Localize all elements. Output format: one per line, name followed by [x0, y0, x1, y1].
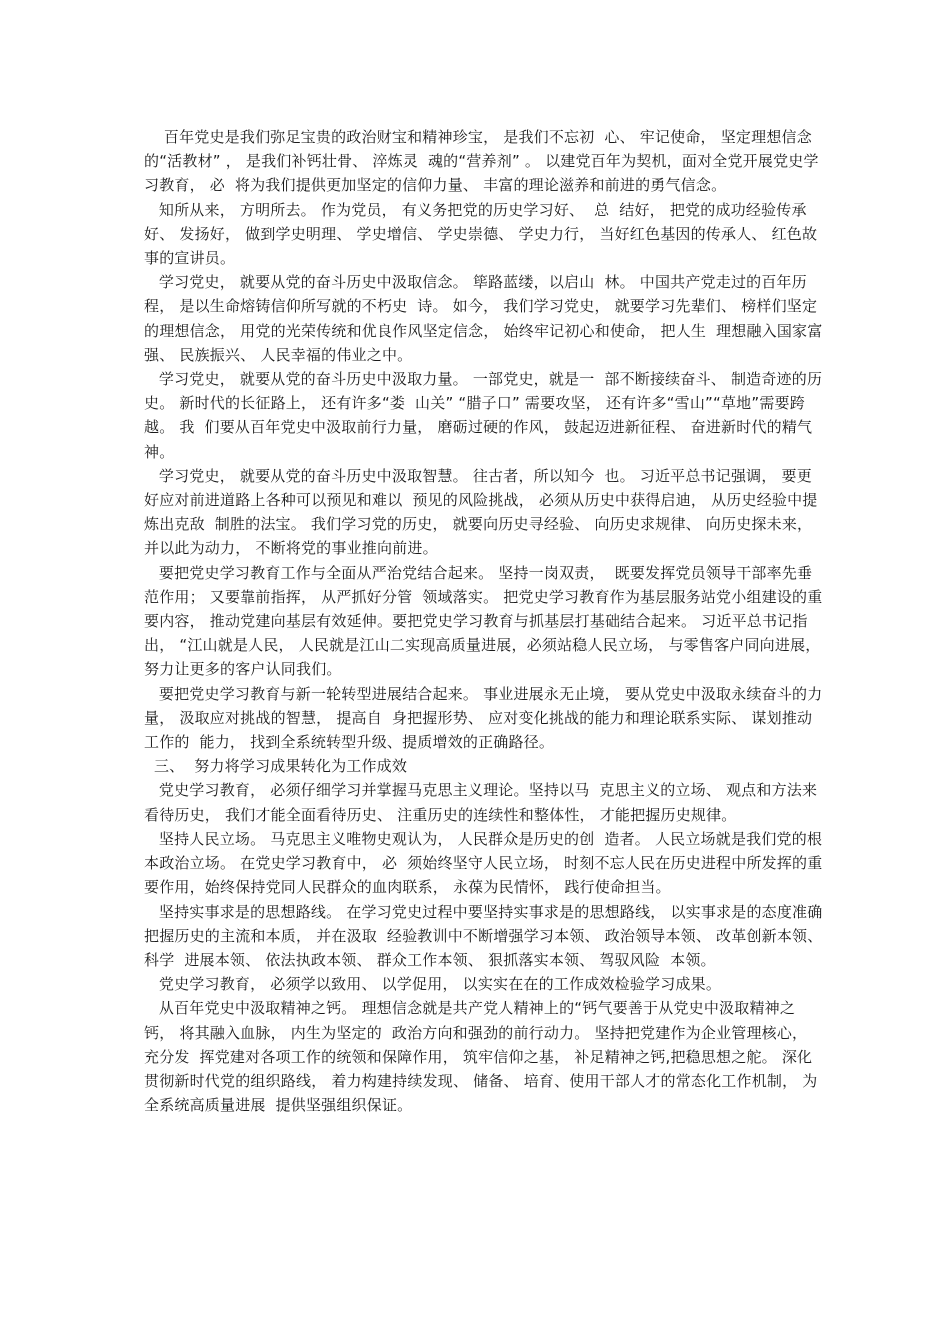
section-heading-three: 三、 努力将学习成果转化为工作成效	[144, 757, 408, 776]
paragraph-people-stance: 坚持人民立场。 马克思主义唯物史观认为， 人民群众是历史的创 造者。 人民立场就是我们党的根本政治立场。 在党史学习教育中， 必 须始终坚守人民立场， 时刻不忘人民在历史进程中所发挥的重要作用，始终保持党同人民群众的血肉联系， 永葆为民情怀， 践行使命担当。	[144, 829, 823, 897]
document-body	[144, 125, 828, 1117]
paragraph-spiritual-calcium: 从百年党史中汲取精神之钙。 理想信念就是共产党人精神上的“钙气要善于从党史中汲取精神之钙， 将其融入血脉， 内生为坚定的 政治方向和强劲的前行动力。 坚持把党建作为企业管理核心， 充分发 挥党建对各项工作的统领和保障作用， 筑牢信仰之基， 补足精神之钙,把稳思想之舵。 深化贯彻新时代党的组织路线， 着力构建持续发现、 储备、 培育、使用干部人才的常态化工作机制， 为全系统高质量进展 提供坚强组织保证。	[144, 999, 818, 1115]
paragraph-transformation: 要把党史学习教育与新一轮转型进展结合起来。 事业进展永无止境， 要从党史中汲取永续奋斗的力量， 汲取应对挑战的智慧， 提高自 身把握形势、 应对变化挑战的能力和理论联系实际、 谋划推动工作的 能力， 找到全系统转型升级、提质增效的正确路径。	[144, 684, 823, 752]
paragraph-faith: 学习党史， 就要从党的奋斗历史中汲取信念。 筚路蓝缕，以启山 林。 中国共产党走过的百年历程， 是以生命熔铸信仰所写就的不朽史 诗。 如今， 我们学习党史， 就要学习先辈们、 榜样们坚定的理想信念， 用党的光荣传统和优良作风坚定信念， 始终牢记初心和使命， 把人生 理想融入国家富强、 民族振兴、 人民幸福的伟业之中。	[144, 273, 823, 364]
paragraph-strict-governance: 要把党史学习教育工作与全面从严治党结合起来。 坚持一岗双责， 既要发挥党员领导干部率先垂范作用； 又要靠前指挥， 从严抓好分管 领域落实。 把党史学习教育作为基层服务站党小组建设的重要内容， 推动党建向基层有效延伸。要把党史学习教育与抓基层打基础结合起来。 习近平总书记指出， “江山就是人民， 人民就是江山二实现高质量进展，必须站稳人民立场， 与零售客户同向进展， 努力让更多的客户认同我们。	[144, 563, 826, 679]
paragraph-know-origins: 知所从来， 方明所去。 作为党员， 有义务把党的历史学习好、 总 结好， 把党的成功经验传承好、 发扬好， 做到学史明理、 学史增信、 学史崇德、 学史力行， 当好红色基因的传承人、 红色故事的宣讲员。	[144, 200, 818, 268]
paragraph-marxist-theory: 党史学习教育， 必须仔细学习并掌握马克思主义理论。坚持以马 克思主义的立场、 观点和方法来看待历史， 我们才能全面看待历史、 注重历史的连续性和整体性， 才能把握历史规律。	[144, 781, 818, 824]
paragraph-wisdom: 学习党史， 就要从党的奋斗历史中汲取智慧。 往古者，所以知今 也。 习近平总书记强调， 要更好应对前进道路上各种可以预见和难以 预见的风险挑战， 必须从历史中获得启迪， 从历史经验中提炼出克敌 制胜的法宝。 我们学习党的历史， 就要向历史寻经验、 向历史求规律、 向历史探未来， 并以此为动力， 不断将党的事业推向前进。	[144, 466, 818, 558]
paragraph-apply-learning: 党史学习教育， 必须学以致用、 以学促用， 以实实在在的工作成效检验学习成果。	[144, 975, 722, 994]
paragraph-seek-truth: 坚持实事求是的思想路线。 在学习党史过程中要坚持实事求是的思想路线， 以实事求是的态度准确把握历史的主流和本质， 并在汲取 经验教训中不断增强学习本领、 政治领导本领、 改革创新本领、 科学 进展本领、 依法执政本领、 群众工作本领、 狠抓落实本领、 驾驭风险 本领。	[144, 902, 828, 969]
paragraph-heritage: 百年党史是我们弥足宝贵的政治财宝和精神珍宝， 是我们不忘初 心、 牢记使命， 坚定理想信念的“活教材” ， 是我们补钙壮骨、 淬炼灵 魂的“营养剂” 。 以建党百年为契机，面对全党开展党史学习教育， 必 将为我们提供更加坚定的信仰力量、 丰富的理论滋养和前进的勇气信念。	[144, 128, 819, 195]
paragraph-strength: 学习党史， 就要从党的奋斗历史中汲取力量。 一部党史，就是一 部不断接续奋斗、 制造奇迹的历史。 新时代的长征路上， 还有许多“娄 山关” “腊子口” 需要攻坚， 还有许多“雪山”“草地”需要跨越。 我 们要从百年党史中汲取前行力量， 磨砺过硬的作风， 鼓起迈进新征程、 奋进新时代的精气神。	[144, 370, 823, 461]
